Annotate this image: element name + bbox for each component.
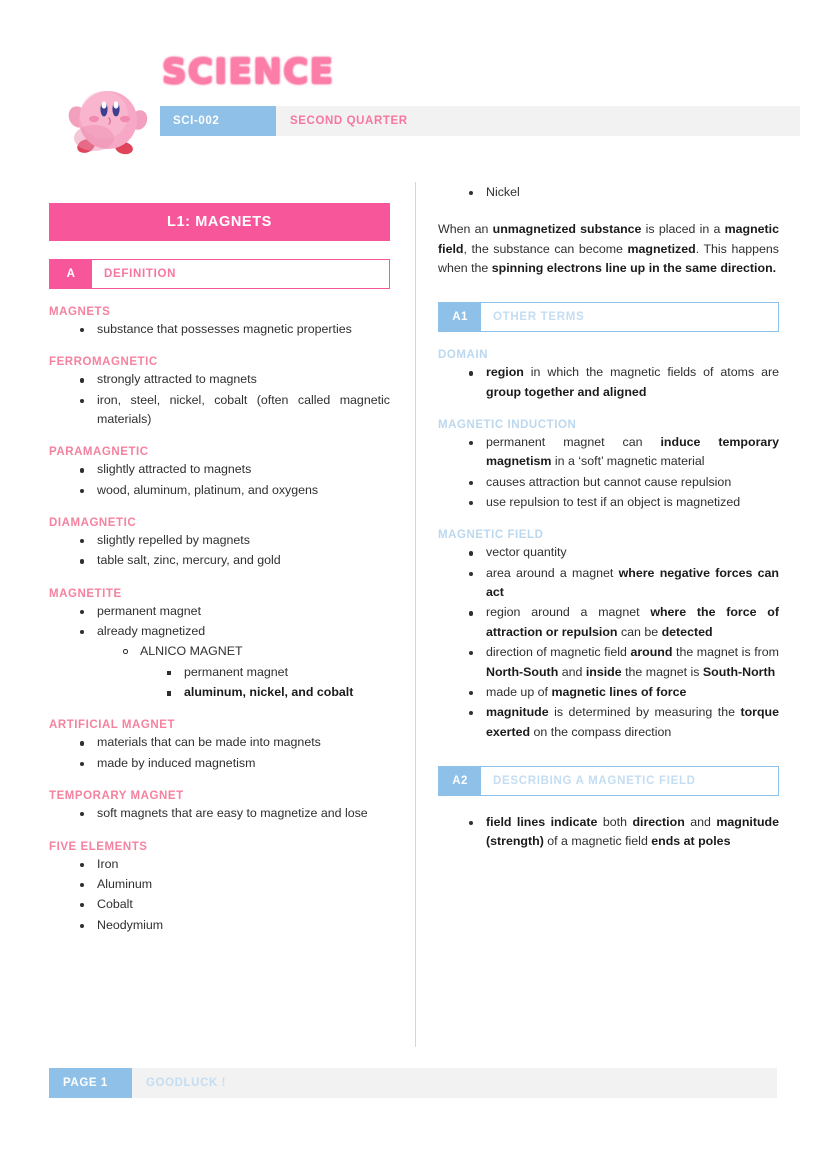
notes-body <box>0 182 828 1052</box>
section-label-describing-field: DESCRIBING A MAGNETIC FIELD <box>481 767 778 795</box>
intro-paragraph: When an unmagnetized substance is placed in a magnetic field, the substance can become magnetized. This happens when the spinning electrons line up in the same direction. <box>438 222 780 276</box>
topic-list <box>49 320 390 339</box>
topic-heading: MAGNETIC FIELD <box>438 529 544 542</box>
list-item: vector quantity <box>438 543 779 562</box>
topic-list <box>49 602 390 703</box>
list-item: permanent magnet can induce temporary magnetism in a ‘soft’ magnetic material <box>438 433 779 472</box>
topic-list <box>49 460 390 500</box>
section-label-definition: DEFINITION <box>92 260 389 288</box>
topic-list <box>49 370 390 429</box>
footer-note: GOODLUCK ! <box>146 1077 227 1089</box>
list-item: substance that possesses magnetic properties <box>49 320 390 339</box>
list-item: Cobalt <box>49 895 390 914</box>
topic-heading: FIVE ELEMENTS <box>49 840 148 853</box>
page-footer <box>49 1068 777 1098</box>
list-item: materials that can be made into magnets <box>49 733 390 752</box>
topic-list <box>438 363 779 402</box>
topic-heading: DIAMAGNETIC <box>49 517 137 530</box>
topic-heading: PARAMAGNETIC <box>49 446 149 459</box>
topic-list <box>438 543 779 741</box>
quarter-label: SECOND QUARTER <box>290 115 408 127</box>
list-item: region in which the magnetic fields of atoms are group together and aligned <box>438 363 779 402</box>
list-item: ALNICO MAGNET <box>49 642 390 661</box>
right-column <box>438 182 779 853</box>
lesson-banner: L1: MAGNETS <box>49 203 390 241</box>
list-item: table salt, zinc, mercury, and gold <box>49 551 390 570</box>
topic-heading: MAGNETS <box>49 306 111 318</box>
list-item: made up of magnetic lines of force <box>438 683 779 702</box>
right-column-groups <box>438 349 779 742</box>
kirby-mascot-icon <box>68 84 148 160</box>
section-header-other-terms <box>438 302 779 332</box>
list-item: Aluminum <box>49 875 390 894</box>
list-item: slightly repelled by magnets <box>49 531 390 550</box>
list-item: Nickel <box>438 183 779 202</box>
column-divider <box>415 182 416 1047</box>
list-item: use repulsion to test if an object is magnetized <box>438 493 779 512</box>
page-header <box>0 0 828 175</box>
topic-heading: MAGNETITE <box>49 587 122 600</box>
list-item: strongly attracted to magnets <box>49 370 390 389</box>
list-item: iron, steel, nickel, cobalt (often called magnetic materials) <box>49 391 390 430</box>
list-item: permanent magnet <box>49 663 390 682</box>
topic-list <box>438 433 779 512</box>
left-column-content <box>49 306 390 935</box>
topic-heading: FERROMAGNETIC <box>49 356 158 369</box>
list-item: aluminum, nickel, and cobalt <box>49 683 390 702</box>
section-chip-a: A <box>50 260 92 288</box>
left-column <box>49 182 390 936</box>
page-number-chip: PAGE 1 <box>49 1068 132 1098</box>
topic-list <box>49 733 390 773</box>
topic-list <box>49 531 390 571</box>
section-chip-a1: A1 <box>439 303 481 331</box>
page-title: SCIENCE <box>162 52 335 92</box>
topic-heading: MAGNETIC INDUCTION <box>438 419 577 432</box>
topic-heading: DOMAIN <box>438 349 488 362</box>
list-item: region around a magnet where the force of attraction or repulsion can be detected <box>438 603 779 642</box>
list-item: already magnetized <box>49 622 390 641</box>
section-header-describing-field <box>438 766 779 796</box>
section-label-other-terms: OTHER TERMS <box>481 303 778 331</box>
topic-list <box>49 804 390 823</box>
list-item: made by induced magnetism <box>49 754 390 773</box>
topic-list <box>49 855 390 935</box>
list-item: wood, aluminum, platinum, and oxygens <box>49 481 390 500</box>
header-info-bar <box>160 106 800 136</box>
list-item: direction of magnetic field around the magnet is from North-South and inside the magnet is South-North <box>438 643 779 682</box>
spacer <box>438 796 779 812</box>
topic-heading: ARTIFICIAL MAGNET <box>49 719 176 732</box>
list-item: field lines indicate both direction and magnitude (strength) of a magnetic field ends at poles <box>438 813 779 852</box>
list-item: area around a magnet where negative forces can act <box>438 564 779 603</box>
list-item: Iron <box>49 855 390 874</box>
list-item: magnitude is determined by measuring the torque exerted on the compass direction <box>438 703 779 742</box>
list-item: causes attraction but cannot cause repulsion <box>438 473 779 492</box>
list-item: Neodymium <box>49 916 390 935</box>
topic-heading: TEMPORARY MAGNET <box>49 790 184 803</box>
course-code-chip: SCI-002 <box>160 106 276 136</box>
list-item: soft magnets that are easy to magnetize and lose <box>49 804 390 823</box>
section-chip-a2: A2 <box>439 767 481 795</box>
section-header-definition <box>49 259 390 289</box>
continued-list <box>438 183 779 202</box>
list-item: slightly attracted to magnets <box>49 460 390 479</box>
list-item: permanent magnet <box>49 602 390 621</box>
describing-field-list <box>438 813 779 852</box>
